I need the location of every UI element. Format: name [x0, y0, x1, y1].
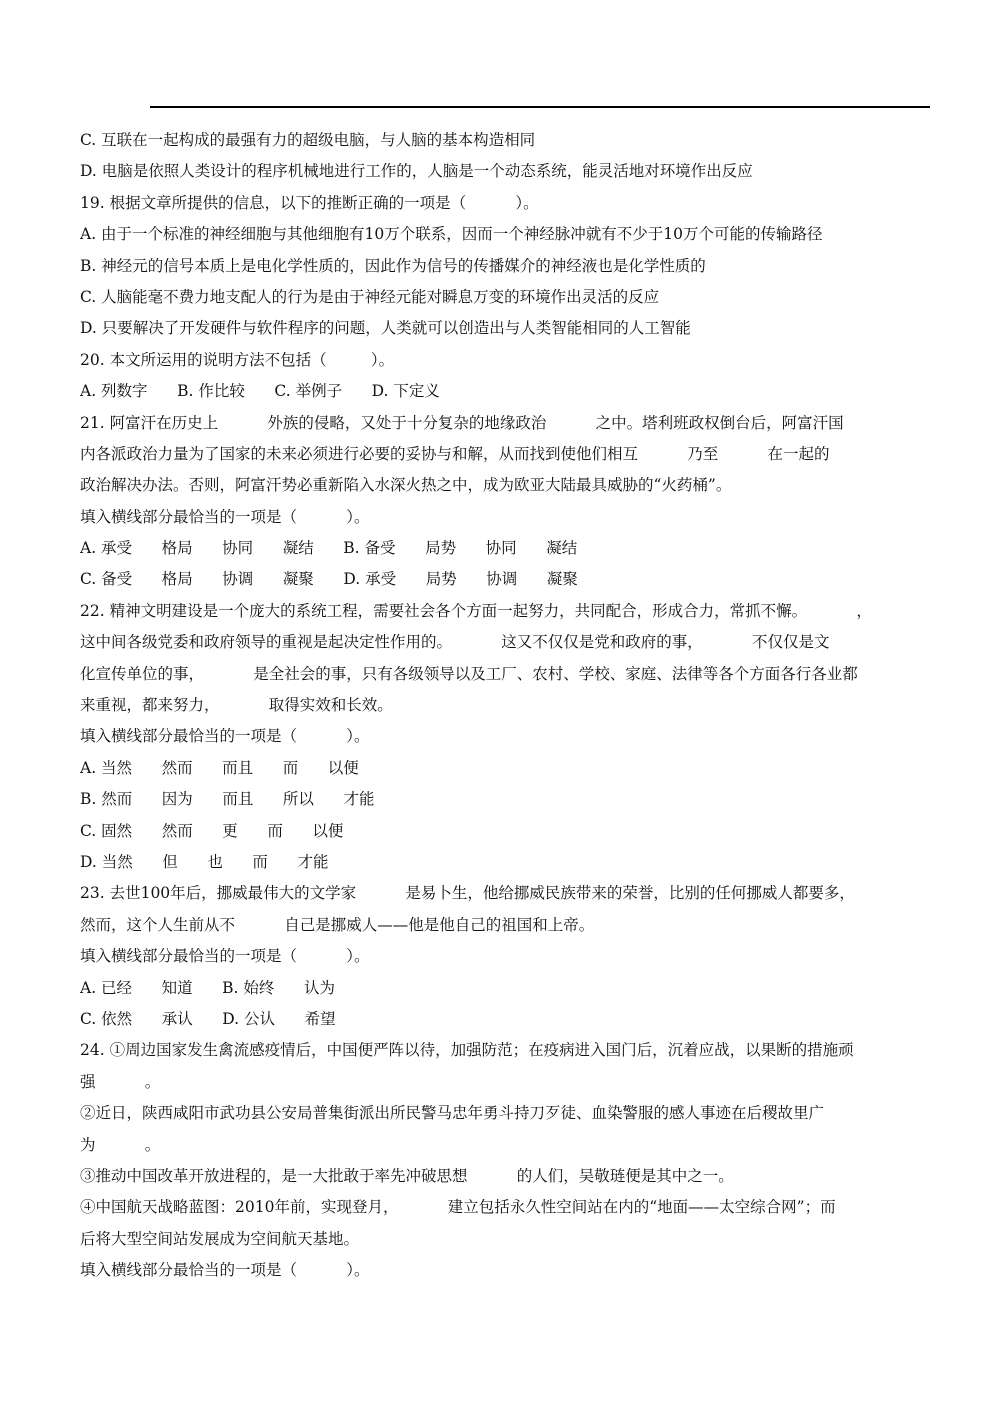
- option-line: C. 固然 然而 更 而 以便: [80, 821, 344, 840]
- paragraph-line: ②近日，陕西咸阳市武功县公安局普集街派出所民警马忠年勇斗持刀歹徒、血染警服的感人事迹在后稷故里广: [80, 1104, 825, 1123]
- question-21: 21. 阿富汗在历史上 外族的侵略，又处于十分复杂的地缘政治 之中。塔利班政权倒台后，阿富汗国: [80, 413, 844, 432]
- option-line: C. 人脑能毫不费力地支配人的行为是由于神经元能对瞬息万变的环境作出灵活的反应: [80, 287, 660, 306]
- fill-prompt: 填入横线部分最恰当的一项是（ ）。: [80, 727, 370, 746]
- paragraph-line: 内各派政治力量为了国家的未来必须进行必要的妥协与和解，从而找到使他们相互 乃至 在一起的: [80, 444, 830, 463]
- question-19: 19. 根据文章所提供的信息，以下的推断正确的一项是（ ）。: [80, 193, 539, 212]
- paragraph-line: ③推动中国改革开放进程的，是一大批敢于率先冲破思想 的人们，吴敬琏便是其中之一。: [80, 1166, 734, 1185]
- option-line: A. 承受 格局 协同 凝结 B. 备受 局势 协同 凝结: [80, 539, 578, 558]
- paragraph-line: 为 。: [80, 1135, 161, 1154]
- paragraph-line: 强 。: [80, 1072, 161, 1091]
- paragraph-line: ④中国航天战略蓝图：2010年前，实现登月， 建立包括永久性空间站在内的“地面——太空综合网”；而: [80, 1198, 836, 1217]
- paragraph-line: 政治解决办法。否则，阿富汗势必重新陷入水深火热之中，成为欧亚大陆最具威胁的“火药桶”。: [80, 476, 732, 495]
- option-line: A. 由于一个标准的神经细胞与其他细胞有10万个联系，因而一个神经脉冲就有不少于10万个可能的传输路径: [80, 225, 823, 244]
- question-24: 24. ①周边国家发生禽流感疫情后，中国便严阵以待，加强防范；在疫病进入国门后，沉着应战，以果断的措施顽: [80, 1041, 854, 1060]
- fill-prompt: 填入横线部分最恰当的一项是（ ）。: [80, 507, 370, 526]
- option-line: A. 已经 知道 B. 始终 认为: [80, 978, 335, 997]
- option-line: D. 电脑是依照人类设计的程序机械地进行工作的，人脑是一个动态系统，能灵活地对环境作出反应: [80, 162, 753, 181]
- paragraph-line: 来重视，都来努力， 取得实效和长效。: [80, 696, 393, 715]
- document-body: [80, 125, 932, 1286]
- option-line: A. 当然 然而 而且 而 以便: [80, 758, 359, 777]
- option-line: D. 当然 但 也 而 才能: [80, 852, 329, 871]
- option-line: D. 只要解决了开发硬件与软件程序的问题，人类就可以创造出与人类智能相同的人工智能: [80, 319, 691, 338]
- question-22: 22. 精神文明建设是一个庞大的系统工程，需要社会各个方面一起努力，共同配合，形成合力，常抓不懈。 ，: [80, 601, 872, 620]
- fill-prompt: 填入横线部分最恰当的一项是（ ）。: [80, 1261, 370, 1280]
- paragraph-line: 化宣传单位的事， 是全社会的事，只有各级领导以及工厂、农村、学校、家庭、法律等各个方面各行各业都: [80, 664, 858, 683]
- option-line: C. 互联在一起构成的最强有力的超级电脑，与人脑的基本构造相同: [80, 131, 536, 149]
- paragraph-line: 后将大型空间站发展成为空间航天基地。: [80, 1229, 360, 1248]
- option-line: B. 神经元的信号本质上是电化学性质的，因此作为信号的传播媒介的神经液也是化学性质的: [80, 256, 706, 275]
- question-23: 23. 去世100年后，挪威最伟大的文学家 是易卜生，他给挪威民族带来的荣誉，比别的任何挪威人都要多，: [80, 884, 855, 903]
- paragraph-line: 这中间各级党委和政府领导的重视是起决定性作用的。 这又不仅仅是党和政府的事， 不仅仅是文: [80, 633, 830, 652]
- option-line: A. 列数字 B. 作比较 C. 举例子 D. 下定义: [80, 382, 440, 401]
- option-line: C. 备受 格局 协调 凝聚 D. 承受 局势 协调 凝聚: [80, 570, 578, 589]
- fill-prompt: 填入横线部分最恰当的一项是（ ）。: [80, 947, 370, 966]
- paragraph-line: 然而，这个人生前从不 自己是挪威人——他是他自己的祖国和上帝。: [80, 915, 595, 934]
- header-rule: [150, 106, 930, 108]
- option-line: C. 依然 承认 D. 公认 希望: [80, 1009, 336, 1028]
- question-20: 20. 本文所运用的说明方法不包括（ ）。: [80, 350, 395, 369]
- option-line: B. 然而 因为 而且 所以 才能: [80, 790, 375, 809]
